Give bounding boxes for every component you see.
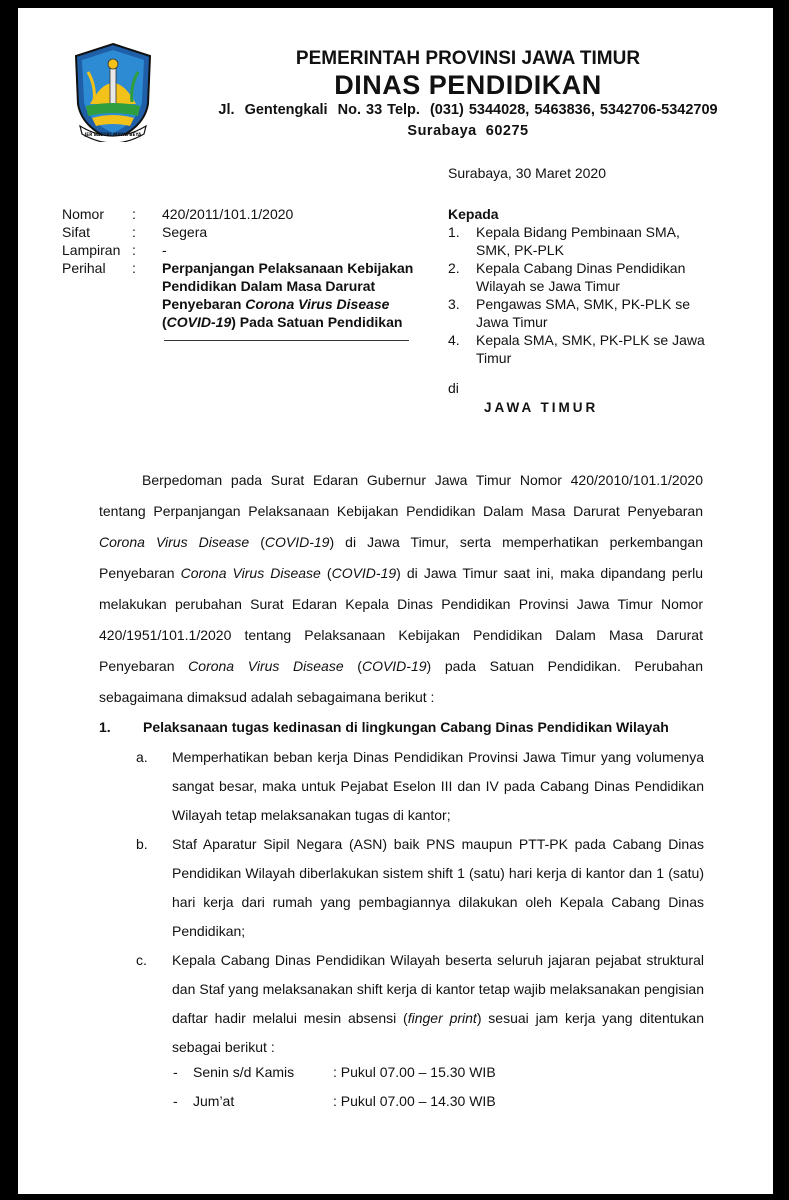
schedule-row [173, 1093, 496, 1109]
item-label: b. [136, 836, 148, 852]
perihal-italic: COVID-19 [166, 314, 232, 330]
schedule-time: : Pukul 07.00 – 15.30 WIB [333, 1064, 496, 1080]
recipients-place: JAWA TIMUR [484, 400, 599, 415]
recipient-text: Pengawas SMA, SMK, PK-PLK se Jawa Timur [476, 296, 690, 330]
body-text: ( [343, 658, 362, 674]
body-paragraph [99, 465, 703, 713]
item-label: a. [136, 749, 148, 765]
meta-perihal [62, 259, 430, 331]
perihal-text: ) Pada Satuan Pendidikan [231, 314, 403, 330]
schedule-time: : Pukul 07.00 – 14.30 WIB [333, 1093, 496, 1109]
schedule-day: Jum’at [193, 1093, 235, 1109]
meta-colon: : [132, 224, 136, 240]
body-italic: COVID-19 [361, 658, 427, 674]
item-b [136, 830, 704, 946]
letter-date: Surabaya, 30 Maret 2020 [448, 165, 606, 181]
meta-value: 420/2011/101.1/2020 [162, 206, 294, 222]
body-text: ( [320, 565, 332, 581]
section-title: Pelaksanaan tugas kedinasan di lingkungan Cabang Dinas Pendidikan Wilayah [143, 719, 669, 735]
meta-colon: : [132, 260, 136, 276]
recipient-item [448, 331, 748, 367]
recipient-item [448, 223, 748, 259]
schedule-dash: - [173, 1064, 178, 1080]
perihal-text: ( [162, 314, 167, 330]
body-italic: COVID-19 [264, 534, 330, 550]
meta-label: Perihal [62, 260, 106, 276]
body-italic: Corona Virus Disease [99, 534, 250, 550]
item-label: c. [136, 952, 147, 968]
meta-colon: : [132, 242, 136, 258]
recipients-di: di [448, 380, 459, 396]
body-text: ) pada Satuan Pendidikan. Perubahan sebagaimana dimaksud adalah sebagaimana berikut : [99, 658, 703, 705]
recipient-number: 4. [448, 332, 460, 348]
body-text: Berpedoman pada Surat Edaran Gubernur Jawa Timur Nomor 420/2010/101.1/2020 tentang Perpanjangan Pelaksanaan Kebijakan Pendidikan Dalam Masa Darurat Penyebaran [99, 472, 703, 519]
recipient-text: Kepala SMA, SMK, PK-PLK se Jawa Timur [476, 332, 705, 366]
logo-motto-text: JER BASUKI MAWA BEYA [84, 132, 142, 137]
meta-label: Lampiran [62, 242, 121, 258]
letter-body [99, 465, 703, 713]
item-text: Staf Aparatur Sipil Negara (ASN) baik PNS maupun PTT-PK pada Cabang Dinas Pendidikan Wilayah diberlakukan sistem shift 1 (satu) hari kerja di kantor dan 1 (satu) hari kerja dari rumah yang pembagiannya dilakukan oleh Kepala Cabang Dinas Pendidikan; [172, 836, 704, 939]
body-text: ) di Jawa Timur saat ini, maka dipandang perlu melakukan perubahan Surat Edaran Kepala Dinas Pendidikan Provinsi Jawa Timur Nomor 420/1951/101.1/2020 tentang Pelaksanaan Kebijakan Pendidikan Dalam Masa Darurat Penyebaran [99, 565, 704, 674]
schedule-day: Senin s/d Kamis [193, 1064, 295, 1080]
meta-value: - [162, 242, 167, 258]
meta-value: Segera [162, 224, 208, 240]
recipients-title: Kepada [448, 206, 499, 222]
meta-sifat [62, 223, 430, 241]
meta-lampiran [62, 241, 430, 259]
recipient-text: Kepala Bidang Pembinaan SMA, SMK, PK-PLK [476, 224, 680, 258]
meta-label: Nomor [62, 206, 105, 222]
item-text: Memperhatikan beban kerja Dinas Pendidikan Provinsi Jawa Timur yang volumenya sangat besar, maka untuk Pejabat Eselon III dan IV pada Cabang Dinas Pendidikan Wilayah tetap melaksanakan tugas di kantor; [172, 749, 704, 823]
body-text: ( [249, 534, 265, 550]
body-italic: COVID-19 [331, 565, 397, 581]
recipient-number: 1. [448, 224, 460, 240]
body-italic: Corona Virus Disease [188, 658, 344, 674]
header-agency: DINAS PENDIDIKAN [334, 70, 602, 100]
recipients-block [448, 205, 748, 367]
item-c [136, 946, 704, 1062]
header-government: PEMERINTAH PROVINSI JAWA TIMUR [295, 48, 641, 69]
header-address: Jl. Gentengkali No. 33 Telp. (031) 5344028, 5463836, 5342706-5342709 [218, 102, 718, 118]
recipient-text: Kepala Cabang Dinas Pendidikan Wilayah se Jawa Timur [476, 260, 686, 294]
item-a [136, 743, 704, 830]
item-text [172, 946, 704, 1062]
schedule-dash: - [173, 1093, 178, 1109]
perihal-underline [164, 340, 409, 341]
recipient-item [448, 259, 748, 295]
section-1-heading [99, 719, 669, 735]
letter-meta [62, 205, 430, 331]
meta-nomor [62, 205, 430, 223]
section-1-items [136, 743, 704, 1062]
letter-page [18, 8, 773, 1194]
recipient-number: 3. [448, 296, 460, 312]
item-italic: finger print [407, 1010, 477, 1026]
meta-colon: : [132, 206, 136, 222]
section-number: 1. [99, 719, 111, 735]
perihal-italic: Corona Virus Disease [245, 296, 390, 312]
body-text: ) di Jawa Timur, serta memperhatikan perkembangan Penyebaran [99, 534, 703, 581]
provincial-emblem-logo [70, 42, 156, 142]
perihal-subject [162, 259, 430, 331]
recipient-number: 2. [448, 260, 460, 276]
meta-label: Sifat [62, 224, 91, 240]
body-italic: Corona Virus Disease [180, 565, 321, 581]
schedule-row [173, 1064, 496, 1080]
item-text-part: Kepala Cabang Dinas Pendidikan Wilayah beserta seluruh jajaran pejabat struktural dan Staf yang melaksanakan shift kerja di kantor tetap wajib melaksanakan pengisian daftar hadir melalui mesin absensi ( [172, 952, 704, 1026]
perihal-text: Perpanjangan Pelaksanaan Kebijakan Pendidikan Dalam Masa Darurat Penyebaran [162, 260, 414, 312]
item-text-part: ) sesuai jam kerja yang ditentukan sebagai berikut : [172, 1010, 704, 1055]
header-city: Surabaya 60275 [407, 123, 529, 139]
recipient-item [448, 295, 748, 331]
